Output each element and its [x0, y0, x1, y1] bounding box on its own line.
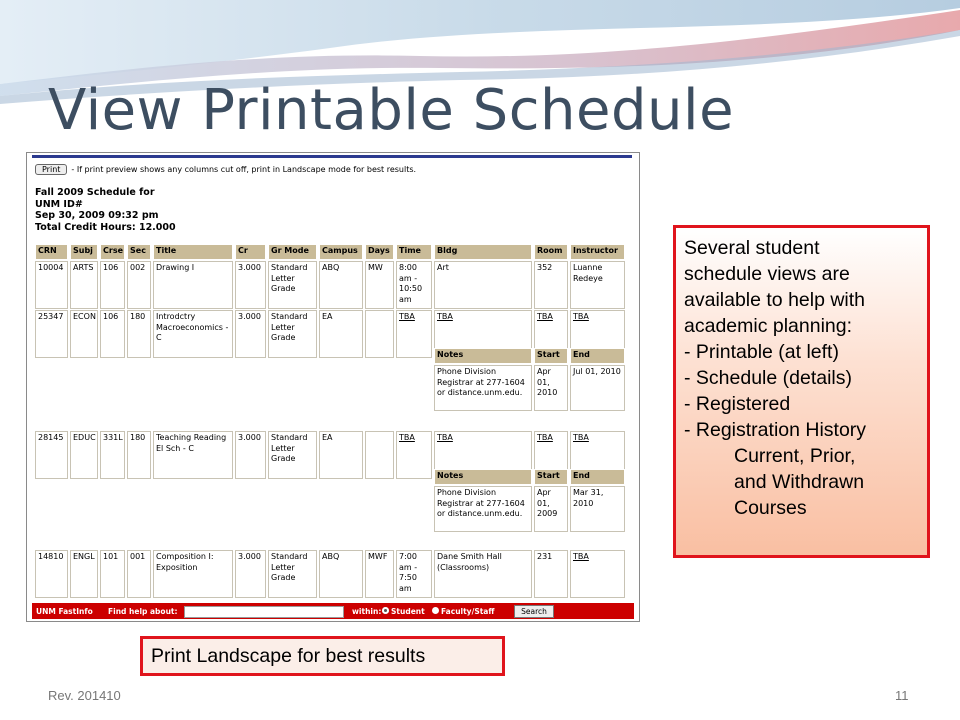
landscape-note: Print Landscape for best results	[140, 636, 505, 676]
course-sec: 002	[127, 261, 151, 309]
callout-line: - Registered	[684, 393, 791, 415]
column-header: Campus	[319, 244, 363, 260]
column-header: Time	[396, 244, 432, 260]
course-title: Teaching Reading El Sch - C	[153, 431, 233, 479]
revision-label: Rev. 201410	[48, 688, 121, 703]
print-button[interactable]: Print	[35, 164, 67, 175]
callout-line: - Registration History	[684, 419, 867, 441]
callout-line: - Printable (at left)	[684, 341, 839, 363]
course-days: MW	[365, 261, 394, 309]
course-room: 352	[534, 261, 568, 309]
course-note-start: Apr 01, 2009	[534, 486, 568, 532]
course-campus: EA	[319, 431, 363, 479]
course-sec: 180	[127, 310, 151, 358]
course-grmode: Standard Letter Grade	[268, 431, 317, 479]
course-note: Phone Division Registrar at 277-1604 or distance.unm.edu.	[434, 486, 532, 532]
term-label: Fall 2009 Schedule for	[35, 187, 155, 198]
course-room[interactable]: TBA	[534, 431, 568, 479]
column-header: Days	[365, 244, 394, 260]
course-days	[365, 310, 394, 358]
print-hint: - If print preview shows any columns cut off, print in Landscape mode for best results.	[71, 165, 417, 174]
course-subj: ARTS	[70, 261, 98, 309]
column-header: Room	[534, 244, 568, 260]
course-time: 7:00 am - 7:50 am	[396, 550, 432, 598]
course-note: Phone Division Registrar at 277-1604 or distance.unm.edu.	[434, 365, 532, 411]
course-title: Introdctry Macroeconomics - C	[153, 310, 233, 358]
student-radio[interactable]	[382, 607, 389, 614]
callout-line: academic planning:	[684, 315, 853, 337]
faculty-staff-radio-label: Faculty/Staff	[441, 607, 495, 616]
course-sec: 001	[127, 550, 151, 598]
student-radio-label: Student	[391, 607, 425, 616]
course-note-end: Mar 31, 2010	[570, 486, 625, 532]
course-cr: 3.000	[235, 431, 266, 479]
course-bldg[interactable]: TBA	[434, 310, 532, 358]
callout-line: - Schedule (details)	[684, 367, 852, 389]
within-label: within:	[352, 607, 382, 616]
course-crse: 331L	[100, 431, 125, 479]
column-header: Instructor	[570, 244, 625, 260]
column-header: Gr Mode	[268, 244, 317, 260]
info-callout	[673, 225, 930, 558]
course-crn: 28145	[35, 431, 68, 479]
callout-line: schedule views are	[684, 263, 850, 285]
course-instructor[interactable]: TBA	[570, 550, 625, 598]
notes-start-header: Start	[534, 469, 568, 485]
course-grmode: Standard Letter Grade	[268, 310, 317, 358]
course-time[interactable]: TBA	[396, 431, 432, 479]
course-grmode: Standard Letter Grade	[268, 550, 317, 598]
course-note-start: Apr 01, 2010	[534, 365, 568, 411]
callout-subline: Current, Prior,	[734, 445, 856, 467]
column-header: Sec	[127, 244, 151, 260]
course-sec: 180	[127, 431, 151, 479]
search-button[interactable]: Search	[514, 605, 554, 618]
course-grmode: Standard Letter Grade	[268, 261, 317, 309]
column-header: Title	[153, 244, 233, 260]
course-bldg: Dane Smith Hall (Classrooms)	[434, 550, 532, 598]
course-crse: 106	[100, 261, 125, 309]
notes-header: Notes	[434, 469, 532, 485]
find-help-label: Find help about:	[108, 607, 178, 616]
column-header: Cr	[235, 244, 266, 260]
notes-header: Notes	[434, 348, 532, 364]
column-header: Subj	[70, 244, 98, 260]
course-instructor[interactable]: TBA	[570, 310, 625, 358]
course-crse: 101	[100, 550, 125, 598]
course-time[interactable]: TBA	[396, 310, 432, 358]
course-crn: 14810	[35, 550, 68, 598]
column-header: Crse	[100, 244, 125, 260]
course-room[interactable]: TBA	[534, 310, 568, 358]
column-header: Bldg	[434, 244, 532, 260]
course-subj: ENGL	[70, 550, 98, 598]
page-number: 11	[895, 688, 909, 703]
course-campus: ABQ	[319, 261, 363, 309]
id-label: UNM ID#	[35, 198, 83, 210]
course-bldg[interactable]: TBA	[434, 431, 532, 479]
notes-end-header: End	[570, 469, 625, 485]
course-title: Drawing I	[153, 261, 233, 309]
timestamp: Sep 30, 2009 09:32 pm	[35, 210, 159, 221]
find-help-input[interactable]	[184, 606, 344, 618]
course-room: 231	[534, 550, 568, 598]
callout-subline: Courses	[734, 497, 807, 519]
course-time: 8:00 am - 10:50 am	[396, 261, 432, 309]
course-crn: 10004	[35, 261, 68, 309]
notes-start-header: Start	[534, 348, 568, 364]
top-bar	[32, 155, 632, 158]
callout-subline: and Withdrawn	[734, 471, 865, 493]
course-cr: 3.000	[235, 550, 266, 598]
course-title: Composition I: Exposition	[153, 550, 233, 598]
course-campus: EA	[319, 310, 363, 358]
fastinfo-bar	[32, 603, 634, 619]
callout-line: available to help with	[684, 289, 866, 311]
fastinfo-brand: UNM FastInfo	[36, 607, 93, 616]
course-instructor: Luanne Redeye	[570, 261, 625, 309]
schedule-header	[35, 187, 176, 233]
total-credit-hours: Total Credit Hours: 12.000	[35, 221, 176, 233]
slide-title: View Printable Schedule	[48, 78, 735, 143]
callout-line: Several student	[684, 237, 820, 259]
course-subj: EDUC	[70, 431, 98, 479]
course-subj: ECON	[70, 310, 98, 358]
course-crse: 106	[100, 310, 125, 358]
course-instructor[interactable]: TBA	[570, 431, 625, 479]
course-days: MWF	[365, 550, 394, 598]
course-crn: 25347	[35, 310, 68, 358]
course-campus: ABQ	[319, 550, 363, 598]
course-bldg: Art	[434, 261, 532, 309]
print-row	[35, 164, 416, 175]
column-header: CRN	[35, 244, 68, 260]
notes-end-header: End	[570, 348, 625, 364]
schedule-screenshot	[26, 152, 640, 622]
course-days	[365, 431, 394, 479]
course-note-end: Jul 01, 2010	[570, 365, 625, 411]
faculty-staff-radio[interactable]	[432, 607, 439, 614]
course-cr: 3.000	[235, 261, 266, 309]
course-cr: 3.000	[235, 310, 266, 358]
